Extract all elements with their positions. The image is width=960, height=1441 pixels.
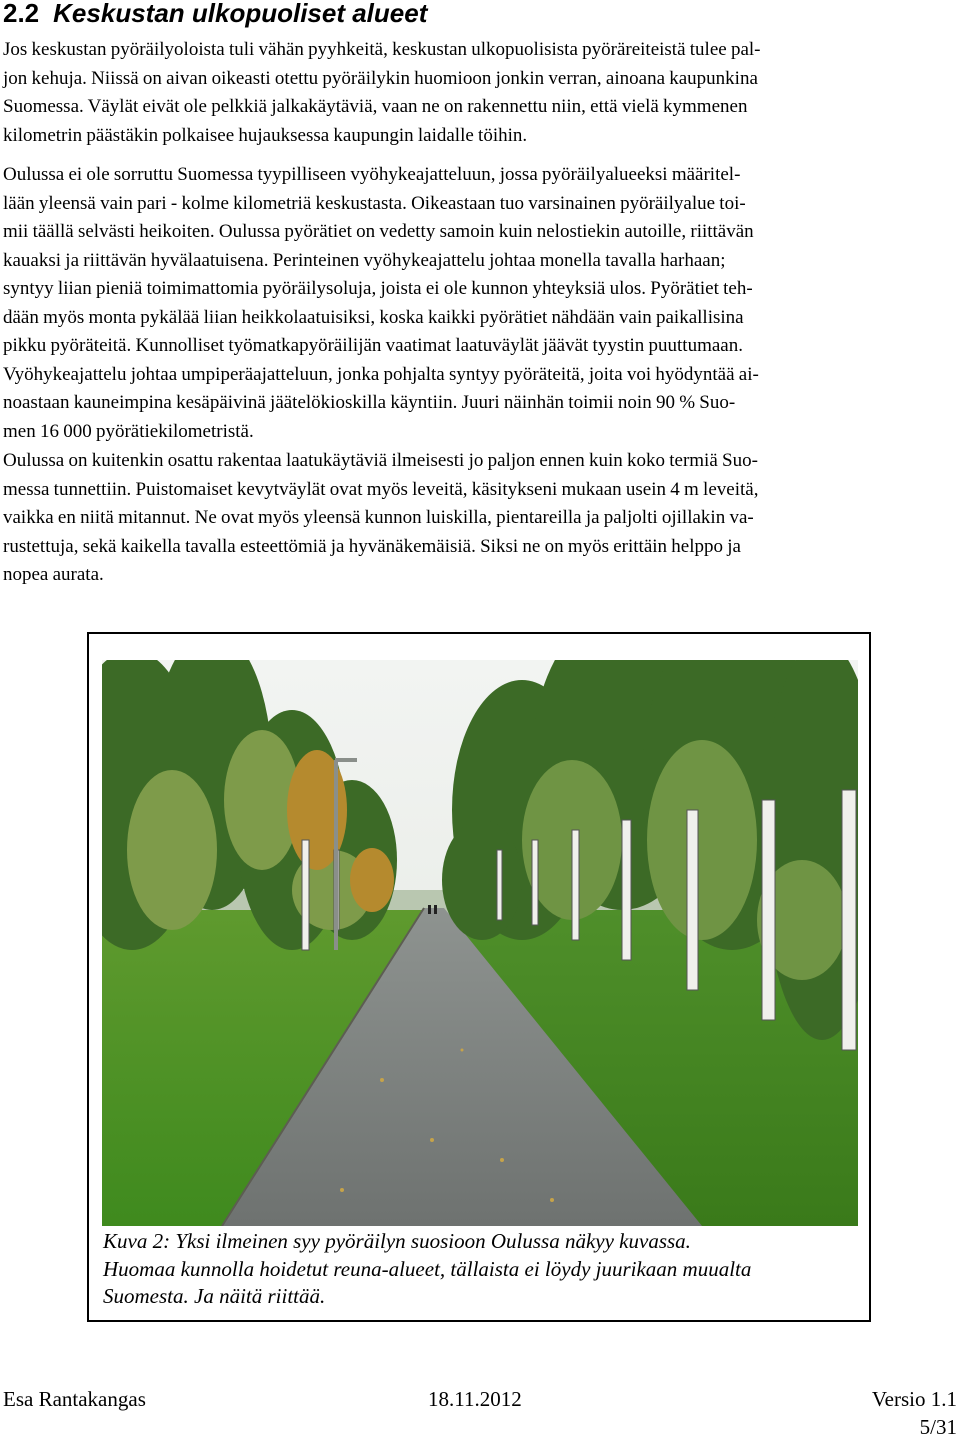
text-line: syntyy liian pieniä toimimattomia pyöräilysoluja, joista ei ole kunnon yhteyksiä ulos. Pyörätiet teh- <box>3 278 753 299</box>
text-line: lään yleensä vain pari - kolme kilometriä keskustasta. Oikeastaan tuo varsinainen pyöräilyalue toi- <box>3 192 746 214</box>
section-number: 2.2 <box>3 0 40 28</box>
text-line: jon kehuja. Niissä on aivan oikeasti otettu pyöräilykin huomioon jonkin verran, ainoana kaupunkina <box>3 67 758 89</box>
paragraph-1 <box>3 36 957 150</box>
footer-page-number: 5/31 <box>919 1415 957 1439</box>
footer-author: Esa Rantakangas <box>3 1387 146 1411</box>
text-line: rustettuja, sekä kaikella tavalla esteettömiä ja hyvänäkemäisiä. Siksi ne on myös erittäin helppo ja <box>3 535 741 557</box>
text-line: Vyöhykeajattelu johtaa umpiperäajatteluun, jonka pohjalta syntyy pyöräteitä, joita voi hyödyntää ai- <box>3 363 759 385</box>
text-line: Jos keskustan pyöräilyoloista tuli vähän pyyhkeitä, keskustan ulkopuolisista pyöräreiteistä tulee pal- <box>3 39 761 60</box>
text-line: Oulussa on kuitenkin osattu rakentaa laatukäytäviä ilmeisesti jo paljon ennen kuin koko termiä Suo- <box>3 450 758 471</box>
text-line: Oulussa ei ole sorruttu Suomessa tyypilliseen vyöhykeajatteluun, jossa pyöräilyalueeksi määritel- <box>3 164 741 185</box>
paragraph-3 <box>3 447 957 590</box>
paragraph-2 <box>3 161 957 446</box>
text-line: kauaksi ja riittävän hyvälaatuisena. Perinteinen vyöhykeajattelu johtaa monella tavalla harhaan; <box>3 249 726 271</box>
text-line: Suomessa. Väylät eivät ole pelkkiä jalkakäytäviä, vaan ne on rakennettu niin, että vielä kymmenen <box>3 96 748 117</box>
park-path-photo <box>102 660 858 1226</box>
text-line: pikku pyöräteitä. Kunnolliset työmatkapyöräilijän vaatimat laatuväylät jäävät tyystin puuttumaan. <box>3 335 743 356</box>
text-line: messa tunnettiin. Puistomaiset kevytväylät ovat myös leveitä, käsitykseni mukaan usein 4 m leveitä, <box>3 478 759 500</box>
text-line: men 16 000 pyörätiekilometristä. <box>3 420 254 442</box>
footer-version: Versio 1.1 <box>871 1387 957 1411</box>
text-line: kilometrin päästäkin polkaisee hujauksessa kaupungin laidalle töihin. <box>3 124 528 146</box>
caption-line: Suomesta. Ja näitä riittää. <box>103 1284 326 1308</box>
text-line: dään myös monta pykälää liian heikkolaatuisiksi, koska kaikki pyörätiet nähdään vain paikallisina <box>3 306 744 328</box>
caption-line: Huomaa kunnolla hoidetut reuna-alueet, tällaista ei löydy juurikaan muualta <box>103 1256 752 1281</box>
text-line: nopea aurata. <box>3 564 104 585</box>
footer-date: 18.11.2012 <box>428 1387 522 1411</box>
section-title: Keskustan ulkopuoliset alueet <box>53 0 428 28</box>
text-line: vaikka en niitä mitannut. Ne ovat myös yleensä kunnon luiskilla, pientareilla ja paljolti ojillakin va- <box>3 507 754 528</box>
text-line: noastaan kauneimpina kesäpäivinä jäätelökioskilla käyntiin. Juuri näinhän toimii noin 90 % Suo- <box>3 392 736 413</box>
section-heading <box>3 0 427 30</box>
text-line: mii täällä selvästi heikoiten. Oulussa pyörätiet on vedetty samoin kuin nelostiekin autoille, riittävän <box>3 221 754 242</box>
caption-line: Kuva 2: Yksi ilmeinen syy pyöräilyn suosioon Oulussa näkyy kuvassa. <box>103 1229 691 1253</box>
figure-caption <box>103 1228 863 1311</box>
